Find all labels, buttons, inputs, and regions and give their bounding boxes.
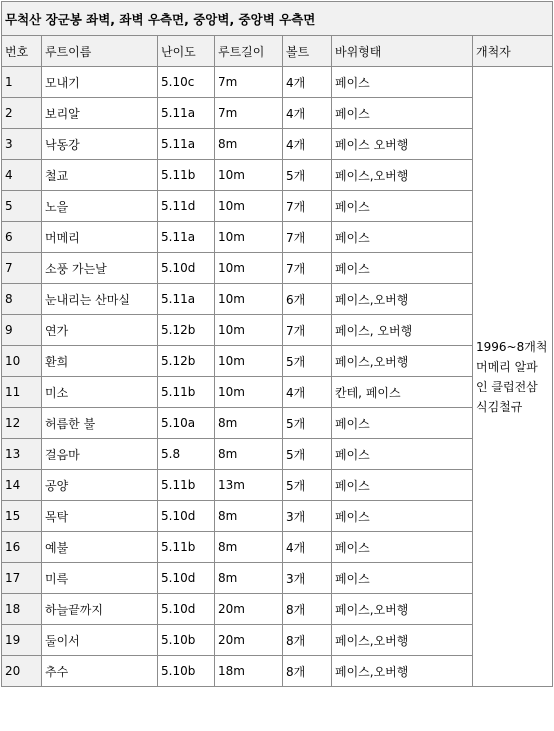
route-length: 20m [215, 594, 283, 625]
route-grade: 5.10b [158, 656, 215, 687]
route-number: 1 [2, 67, 42, 98]
route-grade: 5.11a [158, 129, 215, 160]
route-bolts: 5개 [283, 470, 332, 501]
route-name: 예불 [42, 532, 158, 563]
route-bolts: 4개 [283, 98, 332, 129]
route-name: 모내기 [42, 67, 158, 98]
route-grade: 5.10b [158, 625, 215, 656]
route-number: 7 [2, 253, 42, 284]
table-row [2, 160, 553, 191]
header-grade: 난이도 [158, 36, 215, 67]
route-length: 10m [215, 346, 283, 377]
route-grade: 5.10d [158, 594, 215, 625]
route-rock-type: 페이스,오버행 [332, 594, 473, 625]
route-bolts: 4개 [283, 532, 332, 563]
route-rock-type: 칸테, 페이스 [332, 377, 473, 408]
pioneer-note-line: 머메리 알파 [476, 359, 538, 374]
table-row [2, 656, 553, 687]
route-number: 17 [2, 563, 42, 594]
route-length: 8m [215, 563, 283, 594]
title-row [2, 2, 553, 36]
route-length: 8m [215, 439, 283, 470]
route-bolts: 5개 [283, 439, 332, 470]
route-bolts: 5개 [283, 408, 332, 439]
route-name: 미소 [42, 377, 158, 408]
header-row [2, 36, 553, 67]
route-grade: 5.10a [158, 408, 215, 439]
route-name: 연가 [42, 315, 158, 346]
route-bolts: 8개 [283, 625, 332, 656]
route-rock-type: 페이스 [332, 67, 473, 98]
header-route-name: 루트이름 [42, 36, 158, 67]
route-rock-type: 페이스,오버행 [332, 625, 473, 656]
table-row [2, 408, 553, 439]
table-row [2, 470, 553, 501]
route-number: 14 [2, 470, 42, 501]
route-number: 10 [2, 346, 42, 377]
table-row [2, 253, 553, 284]
table-title: 무척산 장군봉 좌벽, 좌벽 우측면, 중앙벽, 중앙벽 우측면 [2, 2, 553, 36]
route-rock-type: 페이스 [332, 439, 473, 470]
route-rock-type: 페이스 [332, 408, 473, 439]
route-bolts: 8개 [283, 594, 332, 625]
route-number: 16 [2, 532, 42, 563]
route-name: 추수 [42, 656, 158, 687]
route-rock-type: 페이스,오버행 [332, 160, 473, 191]
route-number: 13 [2, 439, 42, 470]
route-length: 8m [215, 532, 283, 563]
route-bolts: 4개 [283, 377, 332, 408]
route-name: 미륵 [42, 563, 158, 594]
route-name: 소풍 가는날 [42, 253, 158, 284]
route-length: 10m [215, 377, 283, 408]
route-name: 머메리 [42, 222, 158, 253]
route-name: 눈내리는 산마실 [42, 284, 158, 315]
route-name: 공양 [42, 470, 158, 501]
route-rock-type: 페이스 [332, 532, 473, 563]
table-row [2, 594, 553, 625]
route-rock-type: 페이스 오버행 [332, 129, 473, 160]
route-grade: 5.12b [158, 315, 215, 346]
header-rock-type: 바위형태 [332, 36, 473, 67]
route-number: 3 [2, 129, 42, 160]
route-number: 19 [2, 625, 42, 656]
route-rock-type: 페이스 [332, 253, 473, 284]
route-grade: 5.10d [158, 253, 215, 284]
route-body [2, 67, 553, 687]
table-row [2, 222, 553, 253]
route-rock-type: 페이스, 오버행 [332, 315, 473, 346]
route-grade: 5.11a [158, 222, 215, 253]
pioneer-note-line: 식김철규 [476, 399, 523, 414]
table-row [2, 129, 553, 160]
route-bolts: 5개 [283, 346, 332, 377]
route-bolts: 4개 [283, 67, 332, 98]
route-number: 4 [2, 160, 42, 191]
route-name: 환희 [42, 346, 158, 377]
route-grade: 5.10d [158, 563, 215, 594]
route-length: 7m [215, 67, 283, 98]
route-bolts: 8개 [283, 656, 332, 687]
route-number: 15 [2, 501, 42, 532]
route-bolts: 3개 [283, 501, 332, 532]
table-row [2, 563, 553, 594]
header-pioneer: 개척자 [473, 36, 553, 67]
route-rock-type: 페이스 [332, 191, 473, 222]
route-length: 18m [215, 656, 283, 687]
route-length: 10m [215, 315, 283, 346]
route-grade: 5.10d [158, 501, 215, 532]
table-row [2, 625, 553, 656]
route-number: 8 [2, 284, 42, 315]
route-name: 노을 [42, 191, 158, 222]
header-number: 번호 [2, 36, 42, 67]
route-grade: 5.11a [158, 98, 215, 129]
route-rock-type: 페이스 [332, 563, 473, 594]
table-row [2, 315, 553, 346]
table-row [2, 501, 553, 532]
route-name: 목탁 [42, 501, 158, 532]
route-bolts: 7개 [283, 253, 332, 284]
route-rock-type: 페이스 [332, 470, 473, 501]
route-rock-type: 페이스 [332, 501, 473, 532]
table-row [2, 532, 553, 563]
route-bolts: 5개 [283, 160, 332, 191]
route-length: 10m [215, 191, 283, 222]
table-row [2, 377, 553, 408]
route-number: 12 [2, 408, 42, 439]
route-number: 5 [2, 191, 42, 222]
table-row [2, 67, 553, 98]
route-rock-type: 페이스,오버행 [332, 284, 473, 315]
route-name: 허름한 불 [42, 408, 158, 439]
pioneer-note [473, 67, 553, 687]
route-length: 10m [215, 253, 283, 284]
route-length: 8m [215, 129, 283, 160]
pioneer-note-line: 1996~8개척 [476, 339, 548, 354]
route-grade: 5.12b [158, 346, 215, 377]
route-rock-type: 페이스 [332, 98, 473, 129]
route-number: 9 [2, 315, 42, 346]
route-number: 20 [2, 656, 42, 687]
table-row [2, 439, 553, 470]
route-grade: 5.8 [158, 439, 215, 470]
route-bolts: 7개 [283, 191, 332, 222]
route-rock-type: 페이스,오버행 [332, 656, 473, 687]
route-number: 2 [2, 98, 42, 129]
table-row [2, 284, 553, 315]
route-number: 11 [2, 377, 42, 408]
header-length: 루트길이 [215, 36, 283, 67]
route-rock-type: 페이스,오버행 [332, 346, 473, 377]
route-name: 걸음마 [42, 439, 158, 470]
route-grade: 5.10c [158, 67, 215, 98]
table-row [2, 346, 553, 377]
route-name: 철교 [42, 160, 158, 191]
route-name: 보리알 [42, 98, 158, 129]
route-grade: 5.11b [158, 160, 215, 191]
route-bolts: 7개 [283, 315, 332, 346]
route-grade: 5.11b [158, 470, 215, 501]
route-length: 10m [215, 222, 283, 253]
route-name: 하늘끝까지 [42, 594, 158, 625]
route-rock-type: 페이스 [332, 222, 473, 253]
route-name: 둘이서 [42, 625, 158, 656]
route-length: 7m [215, 98, 283, 129]
route-table [1, 1, 553, 687]
route-length: 10m [215, 284, 283, 315]
route-bolts: 6개 [283, 284, 332, 315]
table-row [2, 98, 553, 129]
route-grade: 5.11b [158, 377, 215, 408]
route-length: 8m [215, 501, 283, 532]
route-number: 6 [2, 222, 42, 253]
route-length: 10m [215, 160, 283, 191]
route-bolts: 7개 [283, 222, 332, 253]
pioneer-note-line: 인 클럽전삼 [476, 379, 538, 394]
route-length: 20m [215, 625, 283, 656]
route-number: 18 [2, 594, 42, 625]
route-grade: 5.11a [158, 284, 215, 315]
route-length: 13m [215, 470, 283, 501]
route-bolts: 3개 [283, 563, 332, 594]
route-grade: 5.11d [158, 191, 215, 222]
route-name: 낙동강 [42, 129, 158, 160]
route-grade: 5.11b [158, 532, 215, 563]
route-bolts: 4개 [283, 129, 332, 160]
header-bolts: 볼트 [283, 36, 332, 67]
route-length: 8m [215, 408, 283, 439]
table-row [2, 191, 553, 222]
